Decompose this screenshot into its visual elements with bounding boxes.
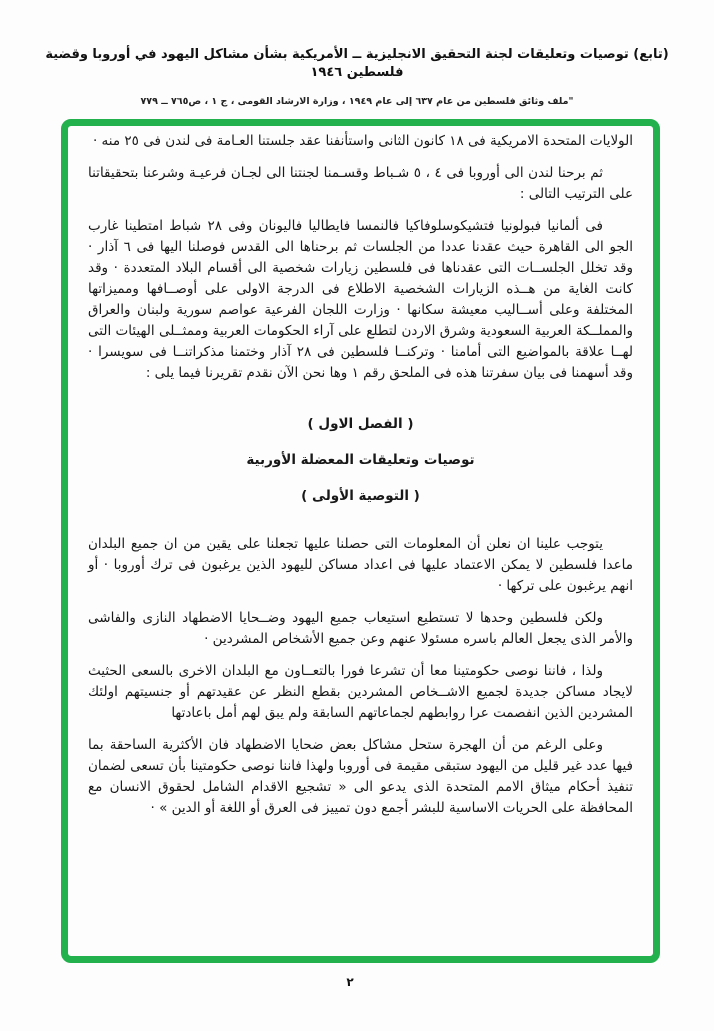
paragraph: الولايات المتحدة الامريكية فى ١٨ كانون الثانى واستأنفنا عقد جلستنا العـامة فى لندن فى ٢٥ منه · (92, 133, 633, 149)
section-title: توصيات وتعليقات المعضلة الأوربية (246, 452, 475, 468)
subsection-heading: ( التوصية الأولى ) (301, 488, 420, 504)
document-title: (تابع) توصيات وتعليقات لجنة التحقيق الانجليزية ــ الأمريكية بشأن مشاكل اليهود في أوروبا وقضية فلسطين ١٩٤٦ (45, 47, 669, 80)
paragraph: ولكن فلسطين وحدها لا تستطيع استيعاب جميع اليهود وضــحايا الاضطهاد النازى والفاشى والأمر الذى يجعل العالم باسره مسئولا عنهم وعن جميع الأشخاص المشردين · (88, 610, 633, 647)
paragraph: يتوجب علينا ان نعلن أن المعلومات التى حصلنا عليها تجعلنا على يقين من ان جميع البلدان ماعدا فلسطين لا يمكن الاعتماد عليها فى اعداد مساكن لليهود الذين يرغبون فى ترك أوروبا · أو انهم يرغبون على تركها · (88, 536, 633, 594)
chapter-heading: ( الفصل الاول ) (307, 416, 414, 432)
section-headings (88, 414, 633, 506)
document-source-citation: "ملف وثائق فلسطين من عام ٦٣٧ إلى عام ١٩٤٩ ، وزارة الارشاد القومى ، ج ١ ، ص٧٦٥ ــ ٧٧٩ (140, 96, 574, 107)
document-header (0, 46, 714, 107)
paragraph: فى ألمانيا فبولونيا فتشيكوسلوفاكيا فالنمسا فايطاليا فاليونان وفى ٢٨ شباط امتطينا غارب الجو الى القاهرة حيث عقدنا عددا من الجلسات ثم برحناها الى القدس فوصلنا اليها فى ٦ آذار · وقد تخلل الجلســات التى عقدناها فى فلسطين زيارات شخصية الى أقسام البلاد المتعددة · وقد كانت الغاية من هــذه الزيارات الشخصية الاطلاع فى الدرجة الاولى على أوصــافها ومميزاتها المختلفة وعلى أســاليب معيشة سكانها · وزارت اللجان الفرعية عواصم سورية ولبنان والعراق والمملــكة العربية السعودية وشرق الاردن لتطلع على آراء الحكومات العربية وممثــلى الهيئات التى لهــا علاقة بالمواضيع التى أمامنا · وتركنــا فلسطين فى ٢٨ آذار وختمنا مذكراتنــا فى سويسرا · وقد أسهمنا فى بيان سفرتنا هذه فى الملحق رقم ١ وها نحن الآن نقدم تقريرنا فيما يلى : (88, 218, 634, 381)
paragraph: ولذا ، فاننا نوصى حكومتينا معا أن تشرعا فورا بالتعــاون مع البلدان الاخرى بالسعى الحثيث لايجاد مساكن جديدة لجميع الاشــخاص المشردين بقطع النظر عن عقيدتهم أو جنسيتهم اولئك المشردين الذين انفصمت عرا روابطهم لجماعاتهم السابقة ولم يبق لهم أمل باعادتها (88, 663, 633, 721)
paragraph: وعلى الرغم من أن الهجرة ستحل مشاكل بعض ضحايا الاضطهاد فان الأكثرية الساحقة بما فيها عدد غير قليل من اليهود ستبقى مقيمة فى أوروبا ولهذا فاننا نوصى حكومتينا بأن تسعى لضمان تنفيذ أحكام ميثاق الامم المتحدة الذى يدعو الى « تشجيع الاقدام الشامل لحقوق الانسان مع المحافظة على الحريات الاساسية للبشر أجمع دون تمييز فى العرق أو اللغة أو الدين » · (88, 737, 633, 816)
page-number: ٢ (346, 975, 354, 989)
paragraph: ثم برحنا لندن الى أوروبا فى ٤ ، ٥ شـباط وقسـمنا لجنتنا الى لجـان فرعيـة وشرعنا بتحقيقاتنا على الترتيب التالى : (88, 165, 633, 202)
document-body-text (88, 131, 633, 830)
